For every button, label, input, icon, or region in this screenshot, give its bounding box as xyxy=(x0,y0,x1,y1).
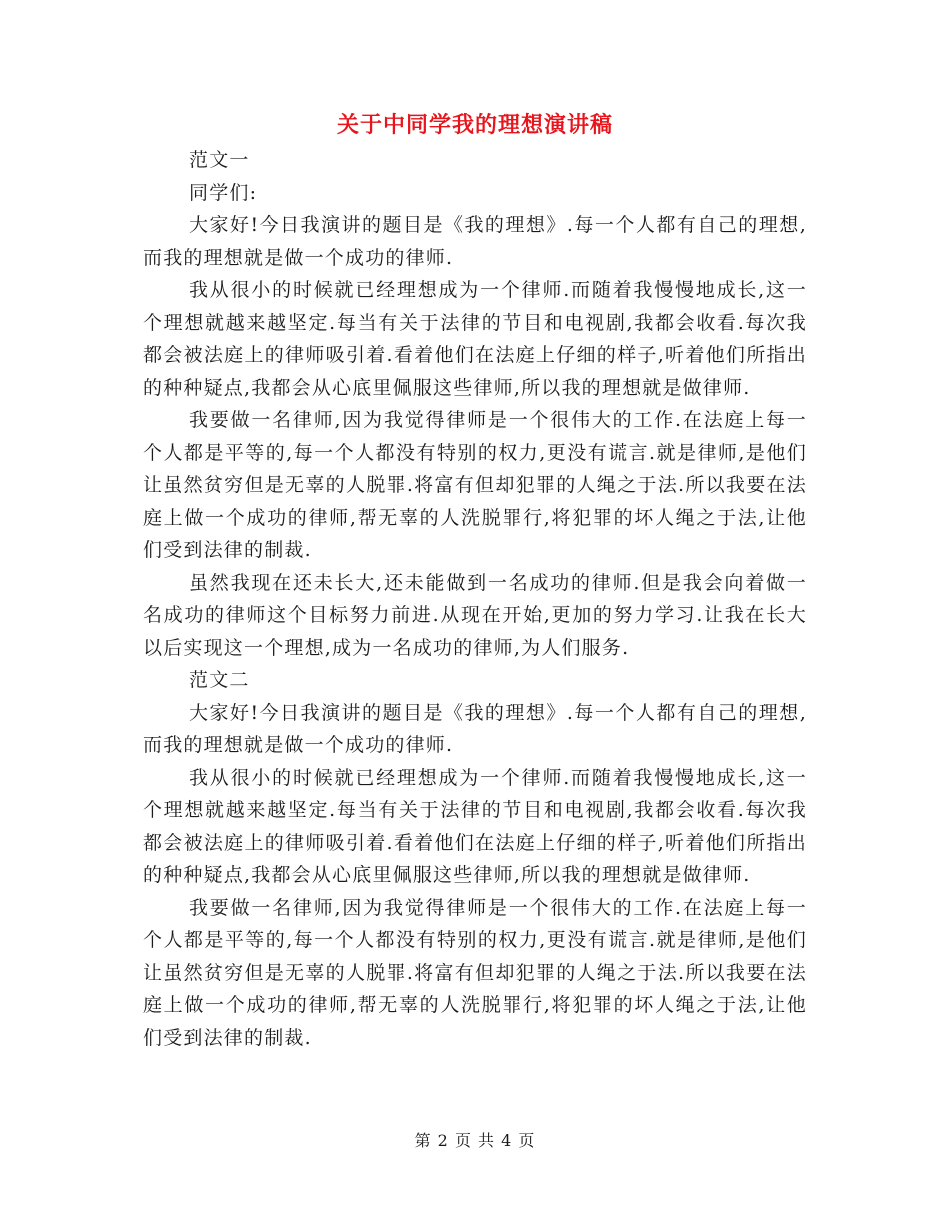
paragraph: 虽然我现在还未长大,还未能做到一名成功的律师.但是我会向着做一名成功的律师这个目标努力前进.从现在开始,更加的努力学习.让我在长大以后实现这一个理想,成为一名成功的律师,为人们服务. xyxy=(143,571,807,659)
paragraph: 我从很小的时候就已经理想成为一个律师.而随着我慢慢地成长,这一个理想就越来越坚定.每当有关于法律的节目和电视剧,我都会收看.每次我都会被法庭上的律师吸引着.看着他们在法庭上仔细的样子,听着他们所指出的种种疑点,我都会从心底里佩服这些律师,所以我的理想就是做律师. xyxy=(143,766,807,886)
paragraph: 大家好!今日我演讲的题目是《我的理想》.每一个人都有自己的理想,而我的理想就是做一个成功的律师. xyxy=(143,214,807,269)
paragraph: 我要做一名律师,因为我觉得律师是一个很伟大的工作.在法庭上每一个人都是平等的,每一个人都没有特别的权力,更没有谎言.就是律师,是他们让虽然贫穷但是无辜的人脱罪.将富有但却犯罪的人绳之于法.所以我要在法庭上做一个成功的律师,帮无辜的人洗脱罪行,将犯罪的坏人绳之于法,让他们受到法律的制裁. xyxy=(143,896,807,1049)
document-title: 关于中同学我的理想演讲稿 xyxy=(336,112,613,138)
paragraph: 同学们: xyxy=(189,181,258,204)
paragraph: 大家好!今日我演讲的题目是《我的理想》.每一个人都有自己的理想,而我的理想就是做一个成功的律师. xyxy=(143,701,807,756)
paragraph: 我从很小的时候就已经理想成为一个律师.而随着我慢慢地成长,这一个理想就越来越坚定.每当有关于法律的节目和电视剧,我都会收看.每次我都会被法庭上的律师吸引着.看着他们在法庭上仔细的样子,听着他们所指出的种种疑点,我都会从心底里佩服这些律师,所以我的理想就是做律师. xyxy=(143,279,807,399)
paragraph: 我要做一名律师,因为我觉得律师是一个很伟大的工作.在法庭上每一个人都是平等的,每一个人都没有特别的权力,更没有谎言.就是律师,是他们让虽然贫穷但是无辜的人脱罪.将富有但却犯罪的人绳之于法.所以我要在法庭上做一个成功的律师,帮无辜的人洗脱罪行,将犯罪的坏人绳之于法,让他们受到法律的制裁. xyxy=(143,409,807,561)
paragraph: 范文二 xyxy=(189,669,250,691)
paragraph: 范文一 xyxy=(189,149,250,171)
page-number-footer: 第 2 页 共 4 页 xyxy=(414,1131,536,1150)
document-body xyxy=(143,144,807,1054)
